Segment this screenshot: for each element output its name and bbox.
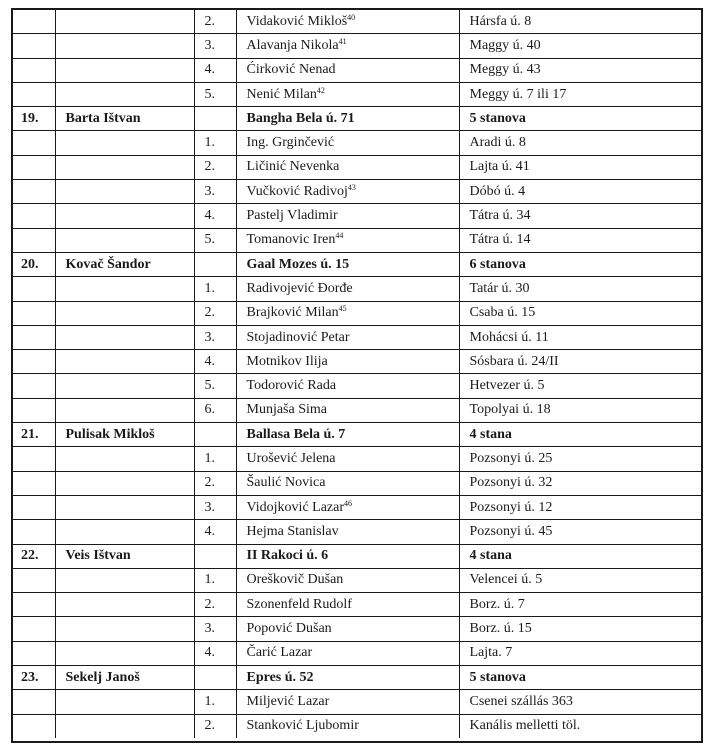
unit-count-cell xyxy=(459,666,701,690)
tenant-name-cell-text: Ćirković Nenad xyxy=(246,62,336,78)
unit-count-cell xyxy=(459,252,701,276)
tenant-number-cell-text: 4. xyxy=(204,353,215,369)
group-row xyxy=(13,423,701,447)
empty-number-cell xyxy=(194,544,236,568)
tenant-address-cell-text: Meggy ú. 7 ili 17 xyxy=(469,86,567,102)
tenant-address-cell xyxy=(459,398,701,422)
tenant-address-cell xyxy=(459,641,701,665)
tenant-address-cell-text: Csaba ú. 15 xyxy=(469,305,536,321)
tenant-number-cell-text: 5. xyxy=(204,232,215,248)
tenant-name-cell xyxy=(236,277,459,301)
tenant-number-cell-text: 4. xyxy=(204,208,215,224)
tenant-name-cell xyxy=(236,10,459,34)
tenant-number-cell xyxy=(194,690,236,714)
unit-count-cell xyxy=(459,544,701,568)
footnote-marker: 46 xyxy=(344,498,353,508)
tenant-address-cell-text: Tatár ú. 30 xyxy=(469,280,530,296)
tenant-row xyxy=(13,568,701,592)
tenant-name-cell-text: Pastelj Vladimir xyxy=(246,208,338,224)
unit-count-cell xyxy=(459,107,701,131)
tenant-address-cell xyxy=(459,447,701,471)
tenant-name-cell-text: Szonenfeld Rudolf xyxy=(246,596,352,612)
tenant-name-cell-text: Popović Dušan xyxy=(246,621,332,637)
tenant-name-cell-text: Ličinić Nevenka xyxy=(246,159,340,175)
unit-count-cell-text: 4 stana xyxy=(469,548,512,564)
tenant-address-cell xyxy=(459,690,701,714)
tenant-name-cell-text: Stanković Ljubomir xyxy=(246,718,359,734)
owner-name-cell-text: Barta Ištvan xyxy=(65,110,141,126)
tenant-name-cell-text: Alavanja Nikola xyxy=(246,37,339,53)
tenant-address-cell xyxy=(459,58,701,82)
tenant-address-cell xyxy=(459,155,701,179)
empty-owner-cell xyxy=(55,228,194,252)
tenant-name-cell-text: Vučković Radivoj xyxy=(246,183,348,199)
owner-name-cell xyxy=(55,423,194,447)
unit-count-cell xyxy=(459,423,701,447)
tenant-row xyxy=(13,180,701,204)
tenant-number-cell xyxy=(194,131,236,155)
empty-group-cell xyxy=(13,593,55,617)
building-address-cell xyxy=(236,107,459,131)
tenant-address-cell xyxy=(459,82,701,106)
tenant-number-cell xyxy=(194,714,236,738)
tenant-number-cell xyxy=(194,350,236,374)
tenant-address-cell xyxy=(459,301,701,325)
tenant-address-cell xyxy=(459,325,701,349)
tenant-name-cell-text: Ing. Grginčević xyxy=(246,135,335,151)
empty-owner-cell xyxy=(55,34,194,58)
tenant-row xyxy=(13,131,701,155)
tenant-address-cell-text: Velencei ú. 5 xyxy=(469,572,543,588)
tenant-name-cell xyxy=(236,447,459,471)
tenant-address-cell xyxy=(459,471,701,495)
tenant-number-cell-text: 3. xyxy=(204,183,215,199)
tenant-number-cell-text: 1. xyxy=(204,693,215,709)
tenant-address-cell-text: Pozsonyi ú. 32 xyxy=(469,475,553,491)
tenant-address-cell-text: Tátra ú. 34 xyxy=(469,208,531,224)
tenant-number-cell xyxy=(194,398,236,422)
tenant-address-cell-text: Lajta ú. 41 xyxy=(469,159,530,175)
tenant-number-cell xyxy=(194,617,236,641)
tenant-row xyxy=(13,301,701,325)
tenant-name-cell-text: Oreškovič Dušan xyxy=(246,572,344,588)
tenant-row xyxy=(13,82,701,106)
group-row xyxy=(13,544,701,568)
tenant-name-cell-text: Motnikov Ilija xyxy=(246,353,328,369)
tenant-row xyxy=(13,325,701,349)
tenant-name-cell xyxy=(236,593,459,617)
footnote-marker: 42 xyxy=(316,85,325,95)
group-number-cell xyxy=(13,666,55,690)
tenant-address-cell-text: Borz. ú. 7 xyxy=(469,596,525,612)
tenant-address-cell-text: Sósbara ú. 24/II xyxy=(469,353,559,369)
empty-owner-cell xyxy=(55,714,194,738)
tenant-name-cell xyxy=(236,228,459,252)
tenant-name-cell xyxy=(236,641,459,665)
group-number-cell-text: 20. xyxy=(21,256,39,272)
tenant-row xyxy=(13,155,701,179)
tenant-number-cell xyxy=(194,180,236,204)
tenant-number-cell xyxy=(194,301,236,325)
empty-group-cell xyxy=(13,568,55,592)
tenant-address-cell xyxy=(459,520,701,544)
tenant-name-cell xyxy=(236,155,459,179)
tenant-number-cell xyxy=(194,641,236,665)
tenant-name-cell xyxy=(236,714,459,738)
tenant-name-cell xyxy=(236,374,459,398)
tenant-number-cell xyxy=(194,593,236,617)
tenant-number-cell-text: 1. xyxy=(204,280,215,296)
tenant-number-cell xyxy=(194,34,236,58)
empty-group-cell xyxy=(13,82,55,106)
building-address-cell-text: Bangha Bela ú. 71 xyxy=(246,110,355,126)
empty-owner-cell xyxy=(55,180,194,204)
tenant-address-cell xyxy=(459,131,701,155)
group-row xyxy=(13,252,701,276)
empty-group-cell xyxy=(13,228,55,252)
tenant-number-cell-text: 3. xyxy=(204,499,215,515)
empty-group-cell xyxy=(13,617,55,641)
tenant-name-cell-text: Vidojković Lazar xyxy=(246,499,345,515)
tenant-name-cell-text: Stojadinović Petar xyxy=(246,329,350,345)
empty-group-cell xyxy=(13,155,55,179)
group-number-cell xyxy=(13,252,55,276)
tenant-row xyxy=(13,593,701,617)
tenant-number-cell-text: 1. xyxy=(204,572,215,588)
footnote-marker: 41 xyxy=(338,36,347,46)
tenant-name-cell-text: Hejma Stanislav xyxy=(246,523,339,539)
owner-name-cell xyxy=(55,107,194,131)
building-address-cell-text: Epres ú. 52 xyxy=(246,669,314,685)
tenant-number-cell xyxy=(194,82,236,106)
tenant-name-cell-text: Todorović Rada xyxy=(246,378,337,394)
building-address-cell xyxy=(236,666,459,690)
footnote-marker: 43 xyxy=(347,182,356,192)
tenant-number-cell-text: 2. xyxy=(204,159,215,175)
group-number-cell-text: 21. xyxy=(21,426,39,442)
tenant-address-cell-text: Csenei szállás 363 xyxy=(469,693,573,709)
group-number-cell xyxy=(13,423,55,447)
tenant-name-cell xyxy=(236,617,459,641)
empty-group-cell xyxy=(13,374,55,398)
empty-owner-cell xyxy=(55,568,194,592)
building-address-cell-text: Gaal Mozes ú. 15 xyxy=(246,256,350,272)
tenant-row xyxy=(13,34,701,58)
tenant-address-cell-text: Aradi ú. 8 xyxy=(469,135,526,151)
tenant-address-cell-text: Dóbó ú. 4 xyxy=(469,183,526,199)
tenant-row xyxy=(13,617,701,641)
empty-owner-cell xyxy=(55,471,194,495)
tenant-name-cell-text: Brajković Milan xyxy=(246,305,339,321)
empty-group-cell xyxy=(13,34,55,58)
empty-group-cell xyxy=(13,277,55,301)
tenant-number-cell-text: 3. xyxy=(204,621,215,637)
empty-owner-cell xyxy=(55,641,194,665)
building-address-cell-text: Ballasa Bela ú. 7 xyxy=(246,426,346,442)
tenant-address-cell-text: Pozsonyi ú. 25 xyxy=(469,450,553,466)
tenant-number-cell-text: 1. xyxy=(204,450,215,466)
tenant-number-cell xyxy=(194,155,236,179)
tenant-row xyxy=(13,447,701,471)
tenant-name-cell xyxy=(236,325,459,349)
empty-group-cell xyxy=(13,325,55,349)
footnote-marker: 45 xyxy=(338,304,347,314)
empty-owner-cell xyxy=(55,398,194,422)
tenant-address-cell-text: Borz. ú. 15 xyxy=(469,621,532,637)
tenant-address-cell xyxy=(459,34,701,58)
empty-owner-cell xyxy=(55,204,194,228)
tenant-name-cell xyxy=(236,398,459,422)
tenant-name-cell xyxy=(236,34,459,58)
empty-group-cell xyxy=(13,471,55,495)
tenant-name-cell xyxy=(236,301,459,325)
tenant-row xyxy=(13,471,701,495)
tenant-number-cell xyxy=(194,495,236,519)
empty-owner-cell xyxy=(55,155,194,179)
tenant-address-cell xyxy=(459,495,701,519)
empty-group-cell xyxy=(13,714,55,738)
empty-group-cell xyxy=(13,58,55,82)
tenant-number-cell-text: 3. xyxy=(204,329,215,345)
tenant-row xyxy=(13,374,701,398)
tenant-address-cell-text: Pozsonyi ú. 45 xyxy=(469,523,553,539)
tenant-name-cell-text: Urošević Jelena xyxy=(246,450,336,466)
tenant-name-cell xyxy=(236,690,459,714)
empty-group-cell xyxy=(13,204,55,228)
owner-name-cell xyxy=(55,252,194,276)
group-number-cell-text: 23. xyxy=(21,669,39,685)
empty-number-cell xyxy=(194,107,236,131)
empty-owner-cell xyxy=(55,277,194,301)
tenant-name-cell xyxy=(236,180,459,204)
tenant-number-cell-text: 3. xyxy=(204,37,215,53)
tenant-name-cell xyxy=(236,350,459,374)
tenant-number-cell-text: 4. xyxy=(204,645,215,661)
building-address-cell xyxy=(236,423,459,447)
tenant-address-cell xyxy=(459,714,701,738)
tenant-row xyxy=(13,714,701,738)
empty-group-cell xyxy=(13,398,55,422)
group-row xyxy=(13,107,701,131)
tenant-number-cell xyxy=(194,520,236,544)
tenant-row xyxy=(13,350,701,374)
tenant-address-cell xyxy=(459,204,701,228)
group-number-cell xyxy=(13,544,55,568)
tenant-row xyxy=(13,641,701,665)
owner-name-cell-text: Veis Ištvan xyxy=(65,548,131,564)
empty-group-cell xyxy=(13,10,55,34)
tenant-row xyxy=(13,398,701,422)
tenant-address-cell-text: Kanális melletti töl. xyxy=(469,718,581,734)
tenant-address-cell xyxy=(459,228,701,252)
tenant-name-cell-text: Radivojević Đorđe xyxy=(246,280,353,296)
tenant-name-cell-text: Vidaković Mikloš xyxy=(246,13,348,29)
tenant-number-cell-text: 2. xyxy=(204,596,215,612)
tenant-number-cell xyxy=(194,325,236,349)
tenant-number-cell-text: 4. xyxy=(204,62,215,78)
tenant-number-cell xyxy=(194,204,236,228)
unit-count-cell-text: 6 stanova xyxy=(469,256,526,272)
empty-group-cell xyxy=(13,520,55,544)
building-address-cell-text: II Rakoci ú. 6 xyxy=(246,548,329,564)
empty-group-cell xyxy=(13,180,55,204)
tenant-address-cell-text: Pozsonyi ú. 12 xyxy=(469,499,553,515)
tenant-number-cell-text: 2. xyxy=(204,13,215,29)
group-row xyxy=(13,666,701,690)
empty-owner-cell xyxy=(55,82,194,106)
empty-owner-cell xyxy=(55,301,194,325)
empty-owner-cell xyxy=(55,350,194,374)
tenant-row xyxy=(13,495,701,519)
tenant-address-cell-text: Hetvezer ú. 5 xyxy=(469,378,545,394)
unit-count-cell-text: 5 stanova xyxy=(469,669,526,685)
building-address-cell xyxy=(236,252,459,276)
tenant-name-cell xyxy=(236,568,459,592)
empty-owner-cell xyxy=(55,325,194,349)
tenant-address-cell-text: Maggy ú. 40 xyxy=(469,37,541,53)
tenant-number-cell xyxy=(194,228,236,252)
group-number-cell xyxy=(13,107,55,131)
tenant-address-cell-text: Lajta. 7 xyxy=(469,645,513,661)
empty-number-cell xyxy=(194,252,236,276)
tenant-address-cell xyxy=(459,617,701,641)
tenant-number-cell-text: 5. xyxy=(204,86,215,102)
building-address-cell xyxy=(236,544,459,568)
empty-group-cell xyxy=(13,447,55,471)
tenant-number-cell-text: 5. xyxy=(204,378,215,394)
tenant-row xyxy=(13,228,701,252)
footnote-marker: 44 xyxy=(335,231,344,241)
empty-owner-cell xyxy=(55,593,194,617)
tenant-number-cell xyxy=(194,58,236,82)
group-number-cell-text: 22. xyxy=(21,548,39,564)
empty-owner-cell xyxy=(55,131,194,155)
tenant-number-cell xyxy=(194,447,236,471)
tenant-name-cell-text: Šaulić Novica xyxy=(246,475,326,491)
tenant-address-cell-text: Meggy ú. 43 xyxy=(469,62,541,78)
tenant-number-cell xyxy=(194,374,236,398)
footnote-marker: 40 xyxy=(347,12,356,22)
empty-owner-cell xyxy=(55,374,194,398)
tenant-row xyxy=(13,10,701,34)
tenant-name-cell-text: Munjaša Sima xyxy=(246,402,327,418)
tenant-name-cell xyxy=(236,520,459,544)
empty-group-cell xyxy=(13,301,55,325)
empty-group-cell xyxy=(13,641,55,665)
tenant-name-cell-text: Nenić Milan xyxy=(246,86,317,102)
tenant-name-cell xyxy=(236,471,459,495)
tenant-address-cell xyxy=(459,568,701,592)
tenant-number-cell xyxy=(194,568,236,592)
tenant-address-cell xyxy=(459,277,701,301)
tenant-address-cell xyxy=(459,593,701,617)
tenant-row xyxy=(13,204,701,228)
empty-number-cell xyxy=(194,423,236,447)
tenant-number-cell-text: 2. xyxy=(204,475,215,491)
tenant-address-cell-text: Hársfa ú. 8 xyxy=(469,13,532,29)
tenant-name-cell-text: Miljević Lazar xyxy=(246,693,330,709)
tenant-number-cell xyxy=(194,10,236,34)
tenant-name-cell xyxy=(236,204,459,228)
tenant-number-cell-text: 4. xyxy=(204,523,215,539)
empty-group-cell xyxy=(13,690,55,714)
tenant-address-cell xyxy=(459,374,701,398)
group-number-cell-text: 19. xyxy=(21,110,39,126)
tenant-number-cell-text: 2. xyxy=(204,718,215,734)
table-body xyxy=(13,10,701,738)
owner-name-cell xyxy=(55,666,194,690)
tenant-number-cell-text: 1. xyxy=(204,135,215,151)
empty-owner-cell xyxy=(55,10,194,34)
tenant-address-cell xyxy=(459,350,701,374)
housing-table xyxy=(13,10,701,738)
tenant-row xyxy=(13,58,701,82)
empty-owner-cell xyxy=(55,495,194,519)
tenant-name-cell xyxy=(236,495,459,519)
empty-owner-cell xyxy=(55,617,194,641)
tenant-number-cell-text: 6. xyxy=(204,402,215,418)
tenant-address-cell-text: Topolyai ú. 18 xyxy=(469,402,551,418)
empty-group-cell xyxy=(13,131,55,155)
empty-group-cell xyxy=(13,350,55,374)
tenant-number-cell xyxy=(194,471,236,495)
tenant-name-cell xyxy=(236,131,459,155)
tenant-name-cell xyxy=(236,82,459,106)
tenant-name-cell-text: Tomanovic Iren xyxy=(246,232,336,248)
owner-name-cell-text: Sekelj Janoš xyxy=(65,669,140,685)
tenant-number-cell-text: 2. xyxy=(204,305,215,321)
unit-count-cell-text: 4 stana xyxy=(469,426,512,442)
empty-owner-cell xyxy=(55,690,194,714)
empty-group-cell xyxy=(13,495,55,519)
tenant-number-cell xyxy=(194,277,236,301)
empty-owner-cell xyxy=(55,520,194,544)
document-page xyxy=(11,8,703,743)
empty-owner-cell xyxy=(55,58,194,82)
tenant-address-cell-text: Mohácsi ú. 11 xyxy=(469,329,549,345)
owner-name-cell xyxy=(55,544,194,568)
tenant-address-cell xyxy=(459,180,701,204)
owner-name-cell-text: Pulisak Mikloš xyxy=(65,426,155,442)
unit-count-cell-text: 5 stanova xyxy=(469,110,526,126)
tenant-address-cell xyxy=(459,10,701,34)
owner-name-cell-text: Kovač Šandor xyxy=(65,256,151,272)
tenant-row xyxy=(13,277,701,301)
tenant-row xyxy=(13,520,701,544)
empty-owner-cell xyxy=(55,447,194,471)
tenant-name-cell-text: Čarić Lazar xyxy=(246,645,313,661)
tenant-row xyxy=(13,690,701,714)
tenant-address-cell-text: Tátra ú. 14 xyxy=(469,232,531,248)
empty-number-cell xyxy=(194,666,236,690)
tenant-name-cell xyxy=(236,58,459,82)
